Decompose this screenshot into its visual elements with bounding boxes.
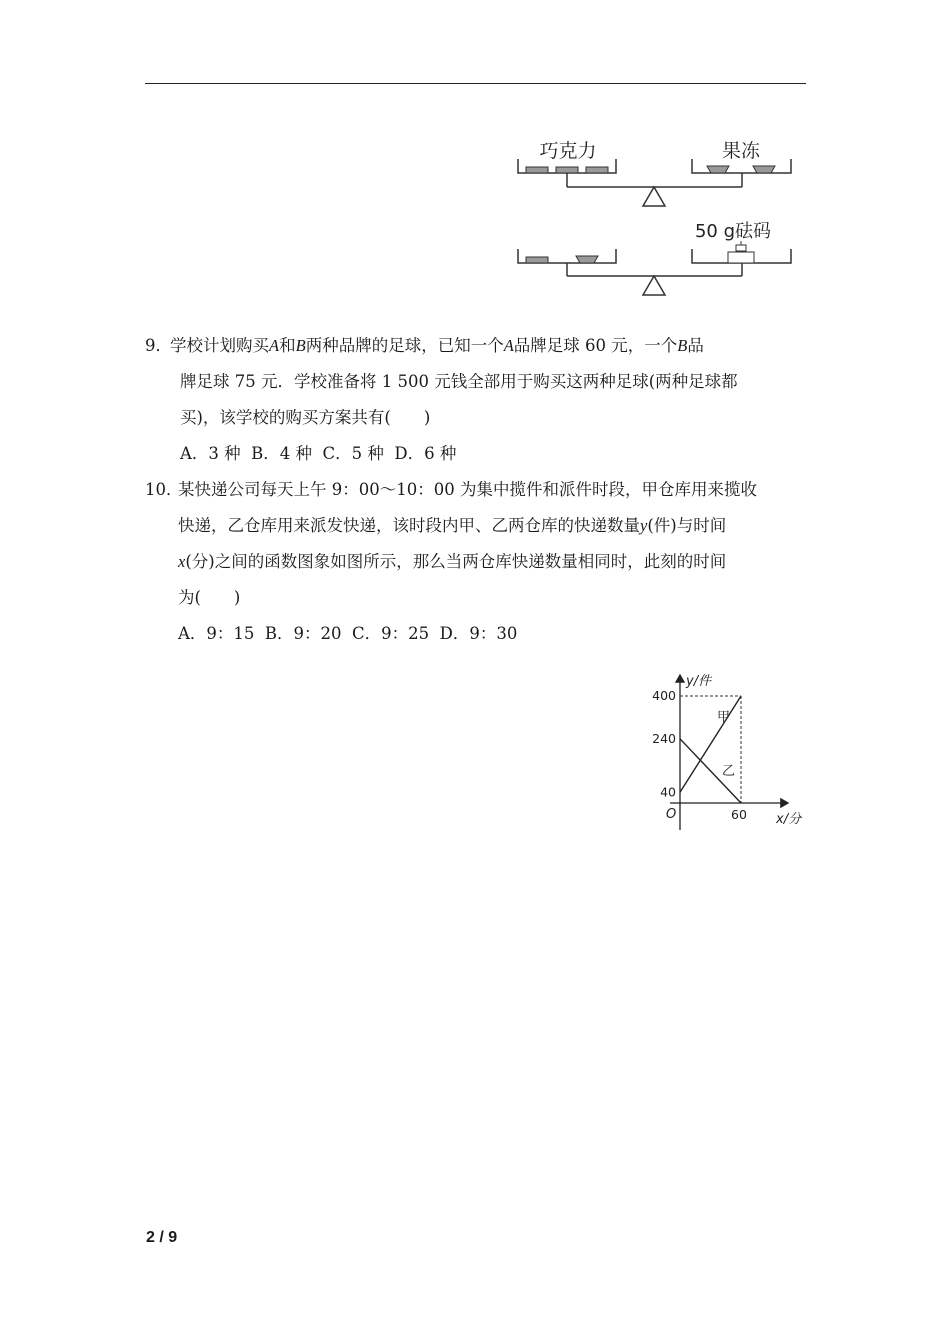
- y-tick-label: 240: [652, 730, 676, 746]
- jelly: [576, 256, 598, 263]
- x-axis-label: x/分: [776, 812, 802, 827]
- question-10: [145, 472, 806, 652]
- page-number: 2 / 9: [146, 1229, 178, 1246]
- chocolate-bar: [526, 257, 548, 263]
- chocolate-bar: [556, 167, 578, 173]
- question-9: [145, 328, 806, 472]
- x-tick-label: 60: [731, 807, 747, 822]
- question-number: 9．: [145, 336, 172, 355]
- question-line: 买)，该学校的购买方案共有( ): [180, 408, 431, 427]
- origin-label: O: [666, 807, 677, 822]
- question-line: 学校计划购买A和B两种品牌的足球，已知一个A品牌足球 60 元，一个B品: [170, 336, 704, 355]
- question-number: 10．: [145, 480, 183, 499]
- balance-label-chocolate: 巧克力: [539, 140, 597, 162]
- question-line: 为( ): [178, 588, 241, 607]
- y-tick-label: 400: [652, 688, 676, 703]
- question-line: 快递，乙仓库用来派发快递，该时段内甲、乙两仓库的快递数量y(件)与时间: [178, 516, 727, 535]
- y-tick-label: 40: [660, 784, 676, 800]
- answer-options: A．9：15 B．9：20 C．9：25 D．9：30: [178, 624, 518, 643]
- series-label: 甲: [717, 710, 731, 725]
- series-label: 乙: [722, 764, 736, 779]
- weight-block: [728, 252, 754, 263]
- balance-label-jelly: 果冻: [721, 140, 761, 162]
- question-line: 牌足球 75 元．学校准备将 1 500 元钱全部用于购买这两种足球(两种足球都: [180, 372, 738, 391]
- answer-options: A．3 种 B．4 种 C．5 种 D．6 种: [180, 444, 457, 463]
- weight-knob: [736, 245, 746, 251]
- y-axis-label: y/件: [686, 674, 712, 689]
- question-line: x(分)之间的函数图象如图所示，那么当两仓库快递数量相同时，此刻的时间: [178, 552, 727, 571]
- balance-label-weight: 50 g砝码: [694, 221, 772, 242]
- chocolate-bar: [526, 167, 548, 173]
- jelly: [753, 166, 775, 173]
- balance-figure: [510, 135, 810, 305]
- jelly: [707, 166, 729, 173]
- chocolate-bar: [586, 167, 608, 173]
- header-rule: [145, 83, 806, 84]
- function-graph: [640, 665, 815, 835]
- question-line: 某快递公司每天上午 9：00～10：00 为集中揽件和派件时段，甲仓库用来揽收: [178, 480, 757, 499]
